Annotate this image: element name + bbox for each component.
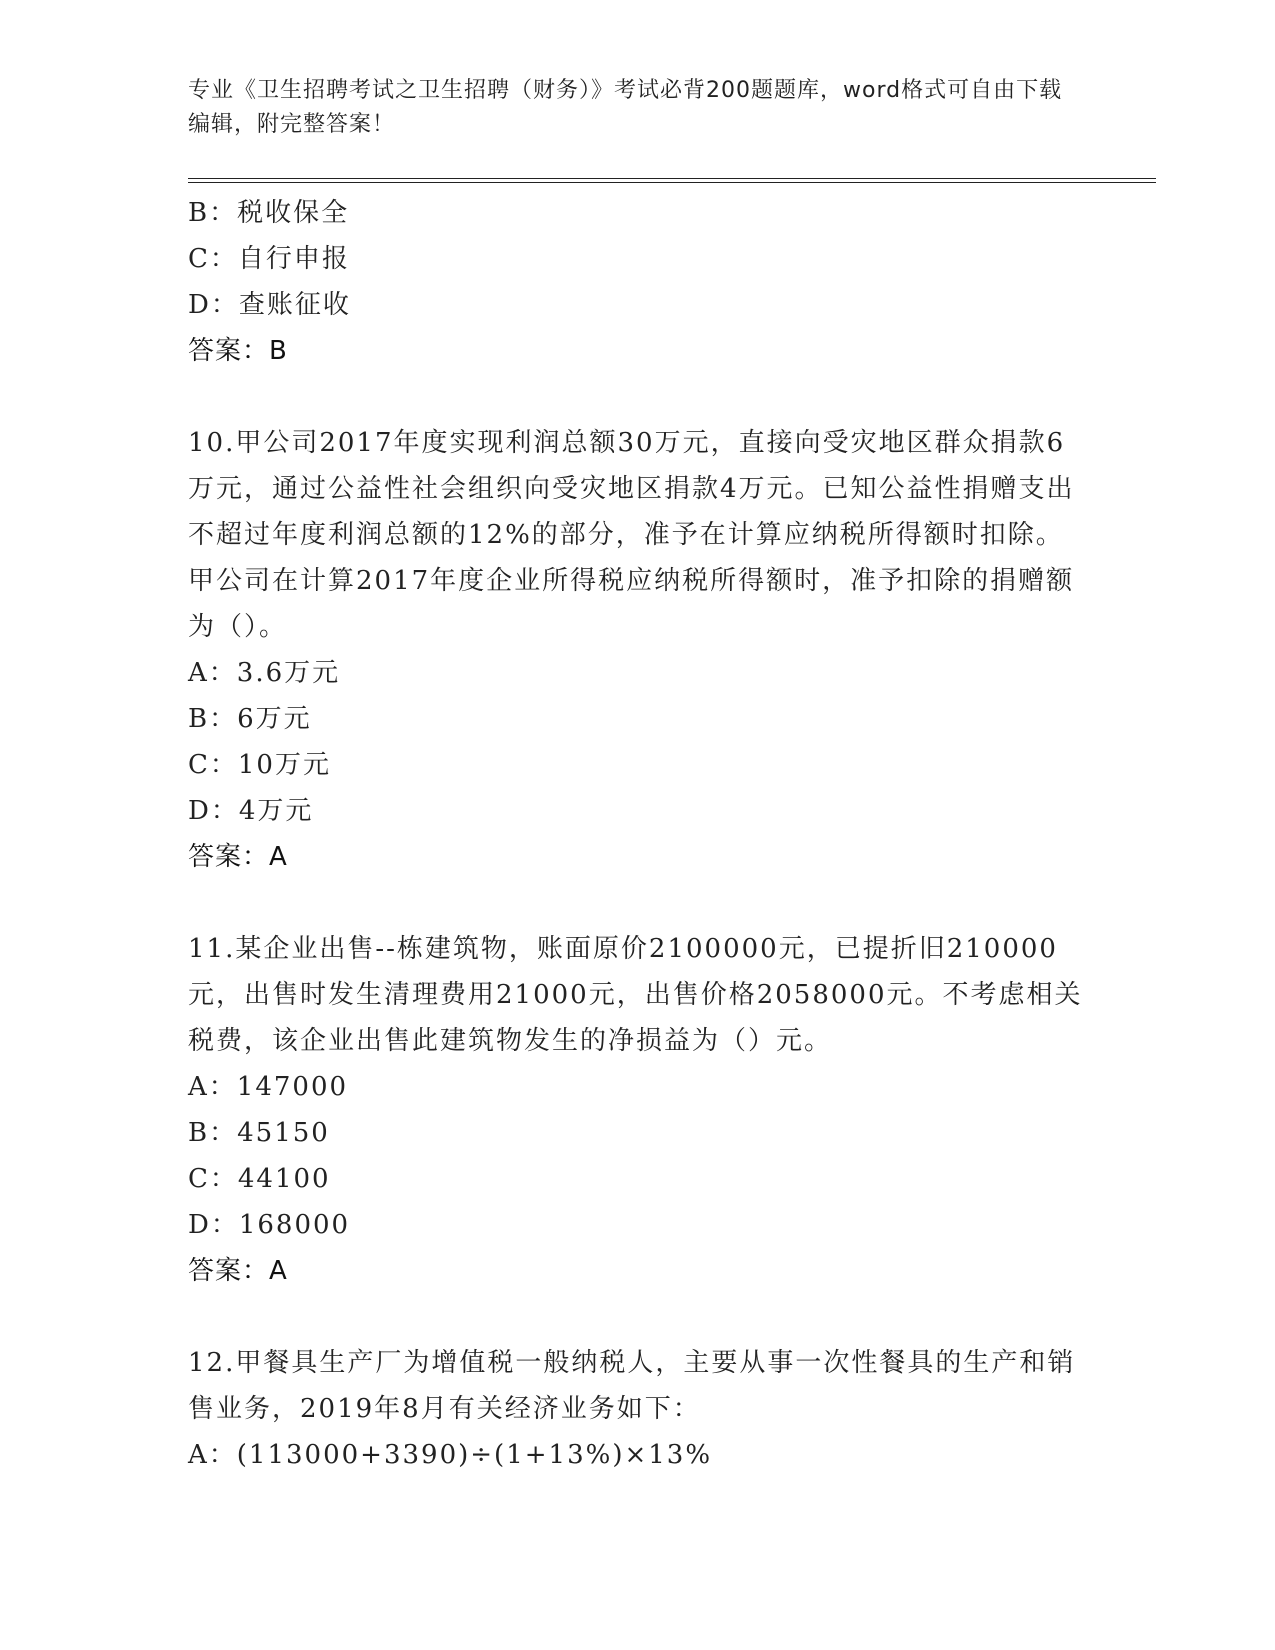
option-a: A：(113000+3390)÷(1+13%)×13% (188, 1440, 713, 1470)
question-9 (188, 190, 1088, 374)
spacer (188, 880, 1088, 926)
option-b: B：税收保全 (188, 198, 350, 228)
option-a: A：3.6万元 (188, 658, 341, 688)
question-10 (188, 420, 1088, 880)
option-d: D：4万元 (188, 796, 314, 826)
spacer (188, 374, 1088, 420)
question-content (188, 190, 1088, 1478)
document-header: 专业《卫生招聘考试之卫生招聘（财务）》考试必背200题题库，word格式可自由下载编辑，附完整答案！ (188, 78, 1063, 137)
spacer (188, 1294, 1088, 1340)
option-d: D：168000 (188, 1210, 351, 1240)
answer-label: 答案：A (188, 1256, 288, 1286)
option-b: B：6万元 (188, 704, 312, 734)
option-d: D：查账征收 (188, 290, 351, 320)
option-c: C：自行申报 (188, 244, 350, 274)
question-stem: 12.甲餐具生产厂为增值税一般纳税人，主要从事一次性餐具的生产和销售业务，2019年8月有关经济业务如下： (188, 1348, 1076, 1424)
question-11 (188, 926, 1088, 1294)
option-c: C：44100 (188, 1164, 331, 1194)
header-divider (188, 178, 1156, 183)
option-b: B：45150 (188, 1118, 330, 1148)
question-12 (188, 1340, 1088, 1478)
answer-label: 答案：B (188, 336, 288, 366)
question-stem: 11.某企业出售--栋建筑物，账面原价2100000元，已提折旧210000元，出售时发生清理费用21000元，出售价格2058000元。不考虑相关税费，该企业出售此建筑物发生的净损益为（）元。 (188, 934, 1083, 1056)
answer-label: 答案：A (188, 842, 288, 872)
option-a: A：147000 (188, 1072, 349, 1102)
option-c: C：10万元 (188, 750, 331, 780)
question-stem: 10.甲公司2017年度实现利润总额30万元，直接向受灾地区群众捐款6万元，通过公益性社会组织向受灾地区捐款4万元。已知公益性捐赠支出不超过年度利润总额的12%的部分，准予在计算应纳税所得额时扣除。甲公司在计算2017年度企业所得税应纳税所得额时，准予扣除的捐赠额为（）。 (188, 428, 1075, 642)
